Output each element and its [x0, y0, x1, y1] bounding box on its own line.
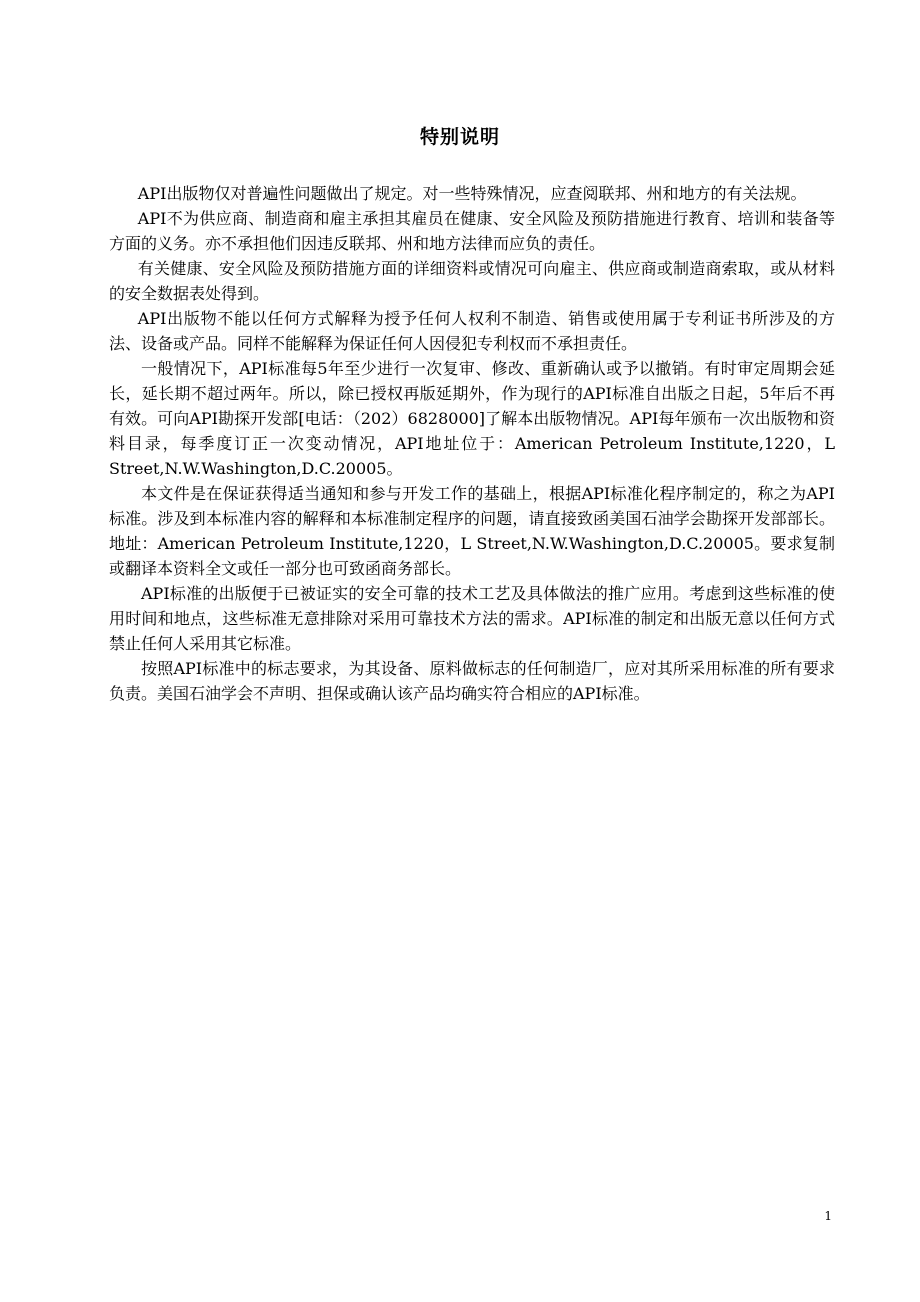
document-body	[109, 181, 835, 706]
page-number: 1	[824, 1209, 832, 1223]
paragraph-5: 一般情况下，API标准每5年至少进行一次复审、修改、重新确认或予以撤销。有时审定周期会延长，延长期不超过两年。所以，除已授权再版延期外，作为现行的API标准自出版之日起，5年后不再有效。可向API勘探开发部[电话：（202）6828000]了解本出版物情况。API每年颁布一次出版物和资料目录，每季度订正一次变动情况，API地址位于：American Petroleum Institute,1220，L Street,N.W.Washington,D.C.20005。	[109, 359, 835, 478]
paragraph-3: 有关健康、安全风险及预防措施方面的详细资料或情况可向雇主、供应商或制造商索取，或从材料的安全数据表处得到。	[109, 259, 835, 303]
document-title: 特别说明	[419, 126, 500, 148]
paragraph-4: API出版物不能以任何方式解释为授予任何人权利不制造、销售或使用属于专利证书所涉及的方法、设备或产品。同样不能解释为保证任何人因侵犯专利权而不承担责任。	[109, 309, 835, 353]
paragraph-7: API标准的出版便于已被证实的安全可靠的技术工艺及具体做法的推广应用。考虑到这些标准的使用时间和地点，这些标准无意排除对采用可靠技术方法的需求。API标准的制定和出版无意以任何方式禁止任何人采用其它标准。	[109, 584, 835, 653]
paragraph-2: API不为供应商、制造商和雇主承担其雇员在健康、安全风险及预防措施进行教育、培训和装备等方面的义务。亦不承担他们因违反联邦、州和地方法律而应负的责任。	[109, 209, 835, 253]
paragraph-1: API出版物仅对普遍性问题做出了规定。对一些特殊情况，应查阅联邦、州和地方的有关法规。	[137, 184, 807, 203]
paragraph-6: 本文件是在保证获得适当通知和参与开发工作的基础上，根据API标准化程序制定的，称之为API标准。涉及到本标准内容的解释和本标准制定程序的问题，请直接致函美国石油学会勘探开发部部长。 地址：American Petroleum Institute,1220，L Street,N.W.Washington,D.C.20005。要求复制或翻译本资料全文或任一部分也可致函商务部长。	[109, 484, 835, 578]
paragraph-8: 按照API标准中的标志要求，为其设备、原料做标志的任何制造厂，应对其所采用标准的所有要求负责。美国石油学会不声明、担保或确认该产品均确实符合相应的API标准。	[109, 659, 835, 703]
